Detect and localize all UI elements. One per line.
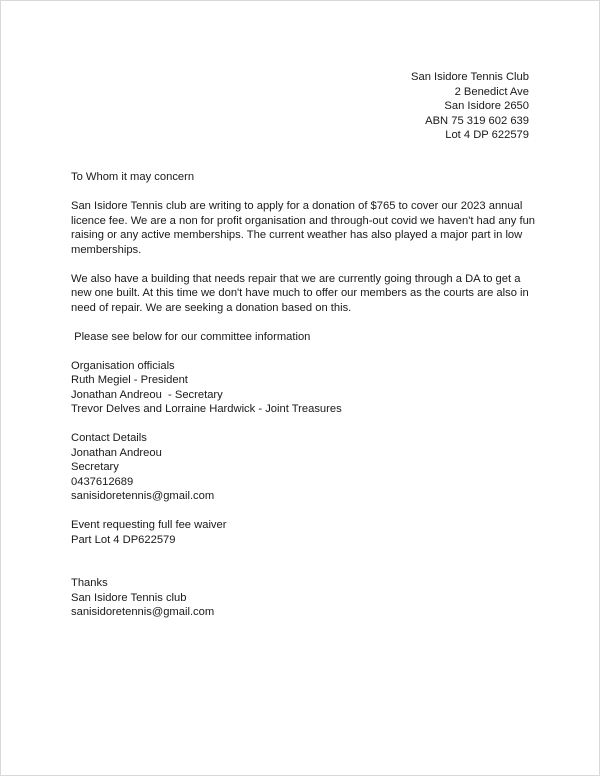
contact-heading: Contact Details [71,432,147,444]
official-secretary: Jonathan Andreou - Secretary [71,388,223,401]
official-treasurers: Trevor Delves and Lorraine Hardwick - Joint Treasures [71,403,342,415]
official-president: Ruth Megiel - President [71,374,188,386]
officials-section [71,359,541,417]
contact-name: Jonathan Andreou [71,446,162,459]
contact-section [71,431,541,504]
signoff-email: sanisidoretennis@gmail.com [71,606,215,618]
sender-suburb: San Isidore 2650 [444,100,529,112]
contact-phone: 0437612689 [71,475,134,488]
contact-role: Secretary [71,461,119,473]
event-lot: Part Lot 4 DP622579 [71,533,176,546]
sender-abn: ABN 75 319 602 639 [425,114,529,127]
paragraph-request: San Isidore Tennis club are writing to apply for a donation of $765 to cover our 2023 annual licence fee. We are a non for profit organisation and through-out covid we haven't had any fun raising or any active memberships. The current weather has also played a major part in low memberships. [71,200,536,256]
sender-street: 2 Benedict Ave [454,85,529,98]
signoff-thanks: Thanks [71,577,108,589]
contact-email: sanisidoretennis@gmail.com [71,490,215,502]
signoff-section [71,576,541,620]
paragraph-committee-intro: Please see below for our committee information [71,330,311,343]
sender-address [411,70,529,143]
event-section [71,518,541,547]
sender-club-name: San Isidore Tennis Club [411,71,529,83]
officials-heading: Organisation officials [71,359,175,372]
letter-body [71,170,541,620]
paragraph-building: We also have a building that needs repair that we are currently going through a DA to get a new one built. At this time we don't have much to offer our members as the courts are also in need of repair. We are seeking a donation based on this. [71,272,529,314]
signoff-club: San Isidore Tennis club [71,591,187,604]
sender-lot: Lot 4 DP 622579 [445,129,529,141]
salutation: To Whom it may concern [71,171,195,183]
event-heading: Event requesting full fee waiver [71,519,227,531]
